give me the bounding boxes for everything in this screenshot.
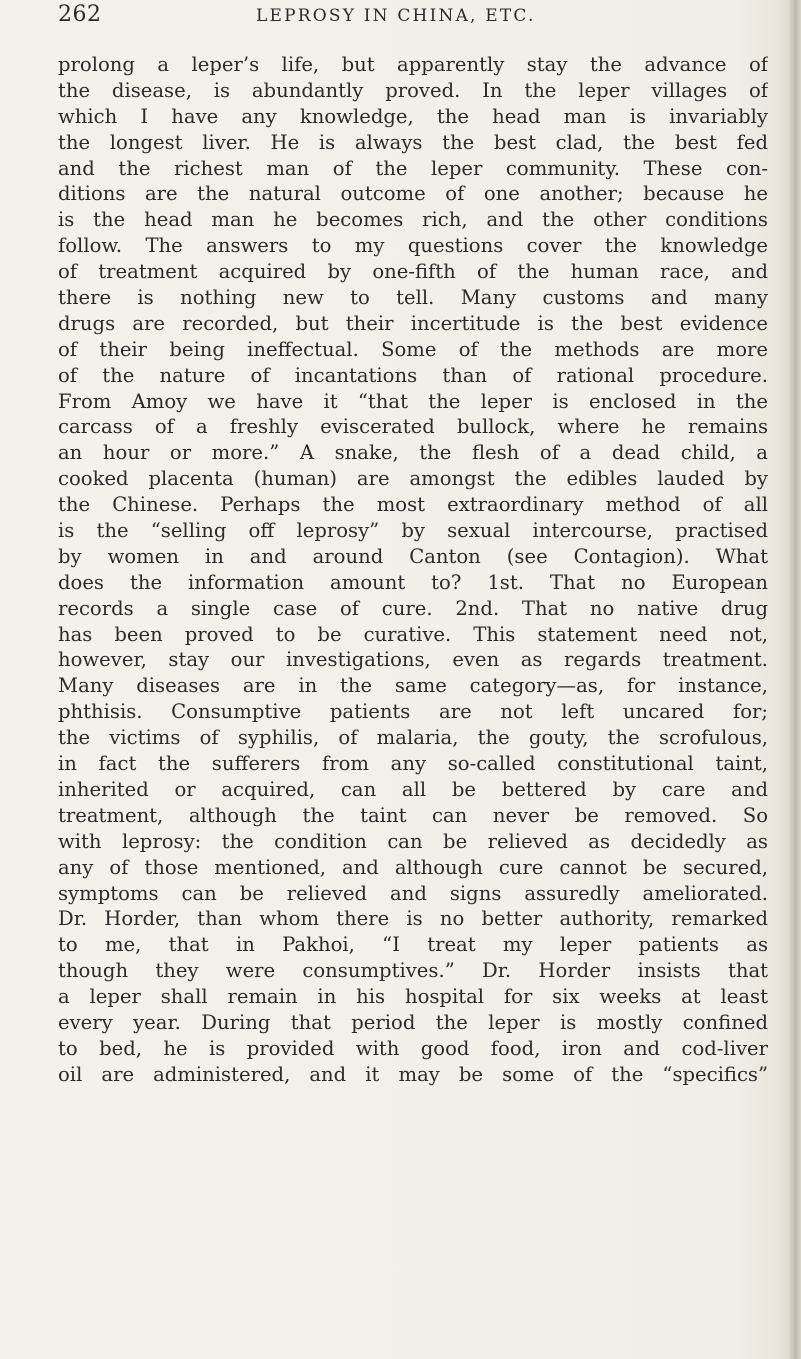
text-line: records a single case of cure. 2nd. That no native drug <box>58 596 768 620</box>
text-line: the longest liver. He is always the best clad, the best fed <box>58 130 768 154</box>
text-line: has been proved to be curative. This statement need not, <box>58 622 768 646</box>
text-line: in fact the sufferers from any so-called constitutional taint, <box>58 752 768 776</box>
running-head: LEPROSY IN CHINA, ETC. <box>256 6 536 26</box>
text-line: a leper shall remain in his hospital for six weeks at least <box>58 985 768 1009</box>
text-line: however, stay our investigations, even as regards treatment. <box>58 648 768 672</box>
text-line: From Amoy we have it “that the leper is enclosed in the <box>58 389 768 413</box>
text-line: which I have any knowledge, the head man is invariably <box>58 104 768 128</box>
text-line: of treatment acquired by one-fifth of the human race, and <box>58 260 768 284</box>
text-line: of the nature of incantations than of rational procedure. <box>58 363 768 387</box>
page-number: 262 <box>58 2 102 27</box>
text-line: an hour or more.” A snake, the flesh of a dead child, a <box>58 441 768 465</box>
text-line: to me, that in Pakhoi, “I treat my leper patients as <box>58 933 768 957</box>
text-line: does the information amount to? 1st. That no European <box>58 570 768 594</box>
text-line: any of those mentioned, and although cure cannot be secured, <box>58 855 768 879</box>
text-line: of their being ineffectual. Some of the methods are more <box>58 337 768 361</box>
text-line: is the head man he becomes rich, and the other conditions <box>58 208 768 232</box>
text-line: oil are administered, and it may be some of the “specifics” <box>58 1062 768 1086</box>
text-line: there is nothing new to tell. Many customs and many <box>58 286 768 310</box>
text-line: carcass of a freshly eviscerated bullock, where he remains <box>58 415 768 439</box>
text-line: symptoms can be relieved and signs assuredly ameliorated. <box>58 881 768 905</box>
text-line: cooked placenta (human) are amongst the edibles lauded by <box>58 467 768 491</box>
text-line: Dr. Horder, than whom there is no better authority, remarked <box>58 907 768 931</box>
text-line: and the richest man of the leper community. These con- <box>58 156 768 180</box>
body-text <box>58 52 768 1088</box>
text-line: the disease, is abundantly proved. In the leper villages of <box>58 78 768 102</box>
text-line: inherited or acquired, can all be bettered by care and <box>58 777 768 801</box>
text-line: the victims of syphilis, of malaria, the gouty, the scrofulous, <box>58 726 768 750</box>
text-line: is the “selling off leprosy” by sexual intercourse, practised <box>58 519 768 543</box>
text-line: Many diseases are in the same category—as, for instance, <box>58 674 768 698</box>
page-header <box>58 2 778 38</box>
text-line: every year. During that period the leper is mostly confined <box>58 1010 768 1034</box>
text-line: the Chinese. Perhaps the most extraordinary method of all <box>58 493 768 517</box>
text-line: follow. The answers to my questions cover the knowledge <box>58 234 768 258</box>
page-edge-shadow <box>787 0 801 1359</box>
text-line: treatment, although the taint can never be removed. So <box>58 803 768 827</box>
text-line: ditions are the natural outcome of one another; because he <box>58 182 768 206</box>
text-line: drugs are recorded, but their incertitude is the best evidence <box>58 311 768 335</box>
text-line: to bed, he is provided with good food, iron and cod-liver <box>58 1036 768 1060</box>
text-line: by women in and around Canton (see Contagion). What <box>58 544 768 568</box>
text-line: prolong a leper’s life, but apparently stay the advance of <box>58 53 768 76</box>
text-line: with leprosy: the condition can be relieved as decidedly as <box>58 829 768 853</box>
text-line: phthisis. Consumptive patients are not left uncared for; <box>58 700 768 724</box>
text-line: though they were consumptives.” Dr. Horder insists that <box>58 959 768 983</box>
